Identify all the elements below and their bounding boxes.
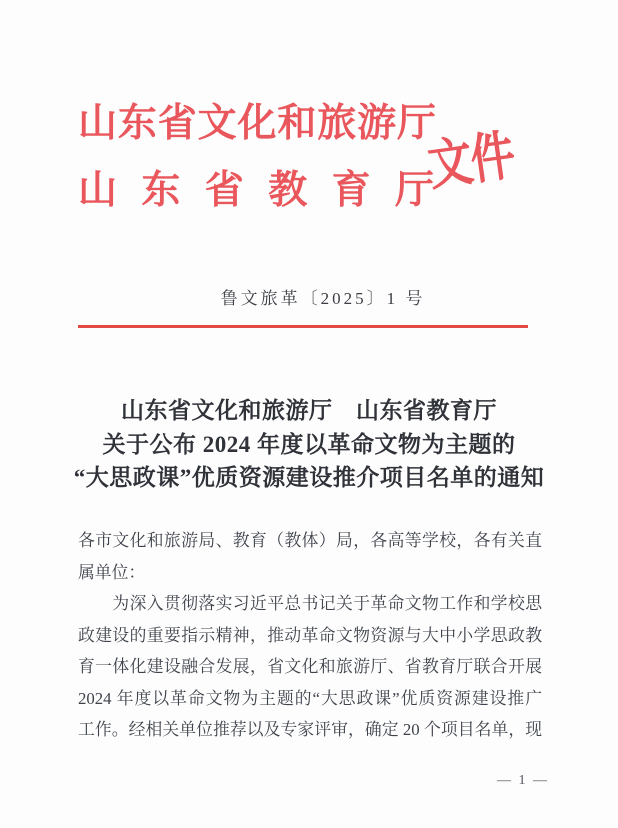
body-salutation-line-2: 属单位： — [78, 562, 146, 582]
title-line-1: 山东省文化和旅游厅 山东省教育厅 — [121, 398, 497, 423]
document-title — [0, 394, 618, 495]
letterhead-org-name-2: 山东省教育厅 — [78, 169, 459, 212]
body-paragraph-line-5: 工作。经相关单位推荐以及专家评审，确定 20 个项目名单，现 — [78, 720, 542, 739]
letterhead-doc-type-stamp: 文件 — [424, 125, 518, 197]
title-line-2: 关于公布 2024 年度以革命文物为主题的 — [102, 431, 516, 457]
body-paragraph-line-2: 政建设的重要指示精神，推动革命文物资源与大中小学思政教 — [78, 625, 542, 645]
body-paragraph-line-3: 育一体化建设融合发展，省文化和旅游厅、省教育厅联合开展 — [78, 657, 542, 676]
document-body — [78, 525, 542, 746]
body-paragraph-line-1: 为深入贯彻落实习近平总书记关于革命文物工作和学校思 — [78, 594, 542, 613]
red-separator-line — [78, 325, 528, 328]
page-number: — 1 — — [497, 773, 549, 788]
body-salutation-line-1: 各市文化和旅游局、教育（教体）局，各高等学校，各有关直 — [78, 531, 542, 550]
letterhead-org-name-1: 山东省文化和旅游厅 — [78, 102, 436, 145]
body-paragraph-line-4: 2024 年度以革命文物为主题的“大思政课”优质资源建设推广 — [78, 688, 542, 708]
document-reference-number: 鲁文旅革〔2025〕1 号 — [220, 289, 426, 308]
title-line-3: “大思政课”优质资源建设推介项目名单的通知 — [73, 465, 545, 490]
